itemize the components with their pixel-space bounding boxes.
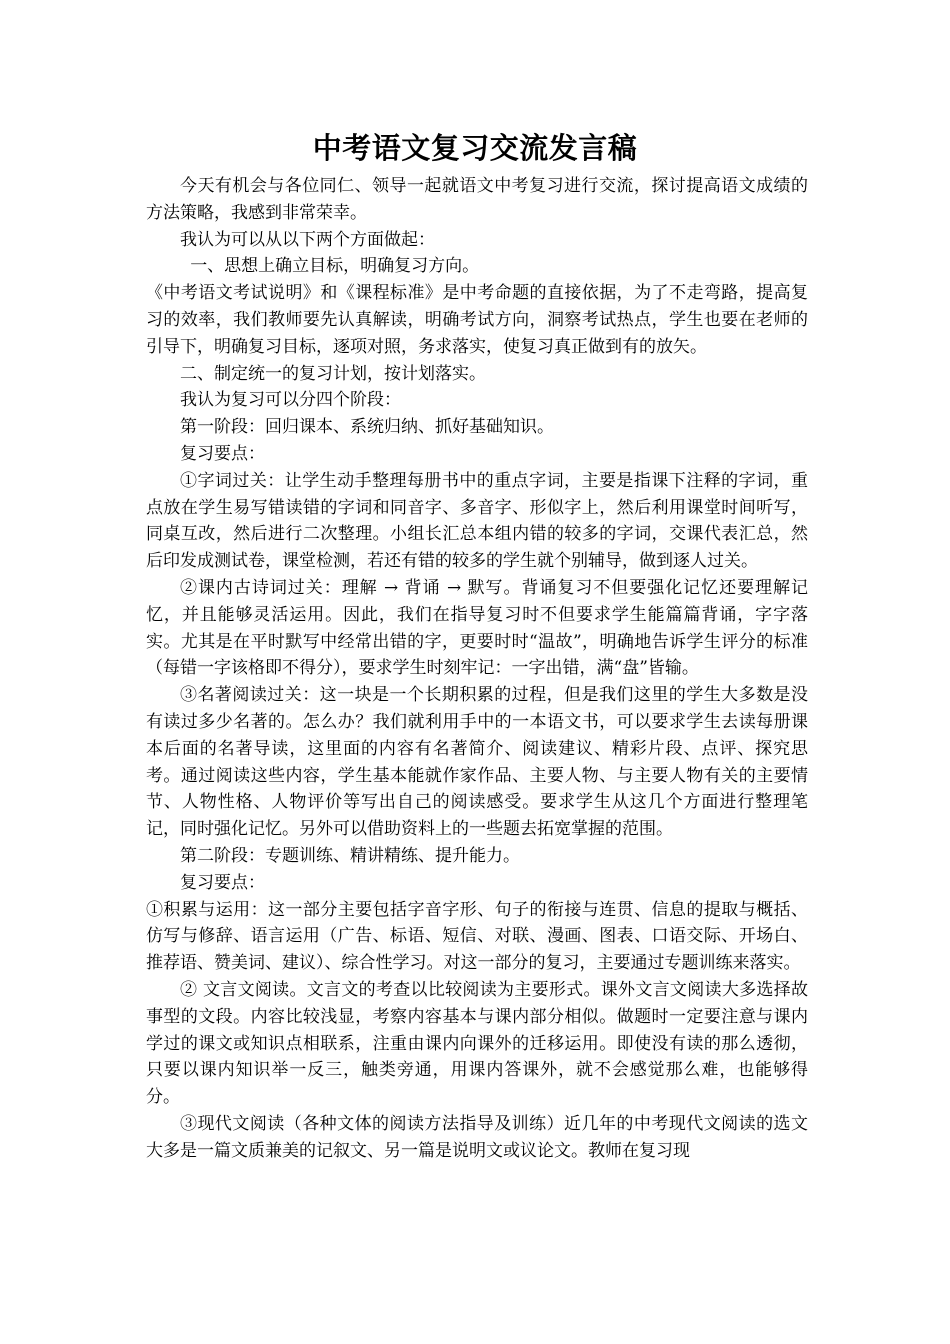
paragraph: 第二阶段：专题训练、精讲精练、提升能力。 <box>180 845 520 866</box>
paragraph: ①积累与运用：这一部分主要包括字音字形、句子的衔接与连贯、信息的提取与概括、仿写与修辞、语言运用（广告、标语、短信、对联、漫画、图表、口语交际、开场白、推荐语、赞美词、建议）、综合性学习。对这一部分的复习，主要通过专题训练来落实。 <box>146 899 808 974</box>
paragraph: 我认为可以从以下两个方面做起： <box>180 229 435 250</box>
paragraph: 复习要点： <box>180 872 265 893</box>
paragraph: ② 文言文阅读。文言文的考查以比较阅读为主要形式。课外文言文阅读大多选择故事型的文段。内容比较浅显，考察内容基本与课内部分相似。做题时一定要注意与课内学过的课文或知识点相联系，注重由课内向课外的迁移运用。即使没有读的那么透彻，只要以课内知识举一反三，触类旁通，用课内答课外，就不会感觉那么难，也能够得分。 <box>146 979 808 1108</box>
document-title: 中考语文复习交流发言稿 <box>312 131 638 165</box>
paragraph: 复习要点： <box>180 443 265 464</box>
paragraph: 一、思想上确立目标，明确复习方向。 <box>190 256 480 277</box>
paragraph: 二、制定统一的复习计划，按计划落实。 <box>180 363 486 384</box>
paragraph: ①字词过关：让学生动手整理每册书中的重点字词，主要是指课下注释的字词，重点放在学生易写错读错的字词和同音字、多音字、形似字上，然后利用课堂时间听写，同桌互改，然后进行二次整理。小组长汇总本组内错的较多的字词，交课代表汇总，然后印发成测试卷，课堂检测，若还有错的较多的学生就个别辅导，做到逐人过关。 <box>146 470 808 572</box>
paragraph: 我认为复习可以分四个阶段： <box>180 390 401 411</box>
paragraph: ③现代文阅读（各种文体的阅读方法指导及训练）近几年的中考现代文阅读的选文大多是一篇文质兼美的记叙文、另一篇是说明文或议论文。教师在复习现 <box>146 1113 808 1161</box>
paragraph: 《中考语文考试说明》和《课程标准》是中考命题的直接依据，为了不走弯路，提高复习的效率，我们教师要先认真解读，明确考试方向，洞察考试热点，学生也要在老师的引导下，明确复习目标，逐项对照，务求落实，使复习真正做到有的放矢。 <box>146 283 808 357</box>
paragraph: ②课内古诗词过关：理解 → 背诵 → 默写。背诵复习不但要强化记忆还要理解记忆，并且能够灵活运用。因此，我们在指导复习时不但要求学生能篇篇背诵，字字落实。尤其是在平时默写中经常出错的字，更要时时“温故”，明确地告诉学生评分的标准（每错一字该格即不得分），要求学生时刻牢记：一字出错，满“盘”皆输。 <box>146 577 808 679</box>
paragraph: ③名著阅读过关：这一块是一个长期积累的过程，但是我们这里的学生大多数是没有读过多少名著的。怎么办？我们就利用手中的一本语文书，可以要求学生去读每册课本后面的名著导读，这里面的内容有名著简介、阅读建议、精彩片段、点评、探究思考。通过阅读这些内容，学生基本能就作家作品、主要人物、与主要人物有关的主要情节、人物性格、人物评价等写出自己的阅读感受。要求学生从这几个方面进行整理笔记，同时强化记忆。另外可以借助资料上的一些题去拓宽掌握的范围。 <box>146 685 808 840</box>
paragraph: 第一阶段：回归课本、系统归纳、抓好基础知识。 <box>180 417 554 438</box>
paragraph: 今天有机会与各位同仁、领导一起就语文中考复习进行交流，探讨提高语文成绩的方法策略，我感到非常荣幸。 <box>146 176 808 223</box>
document-body <box>146 173 808 1164</box>
